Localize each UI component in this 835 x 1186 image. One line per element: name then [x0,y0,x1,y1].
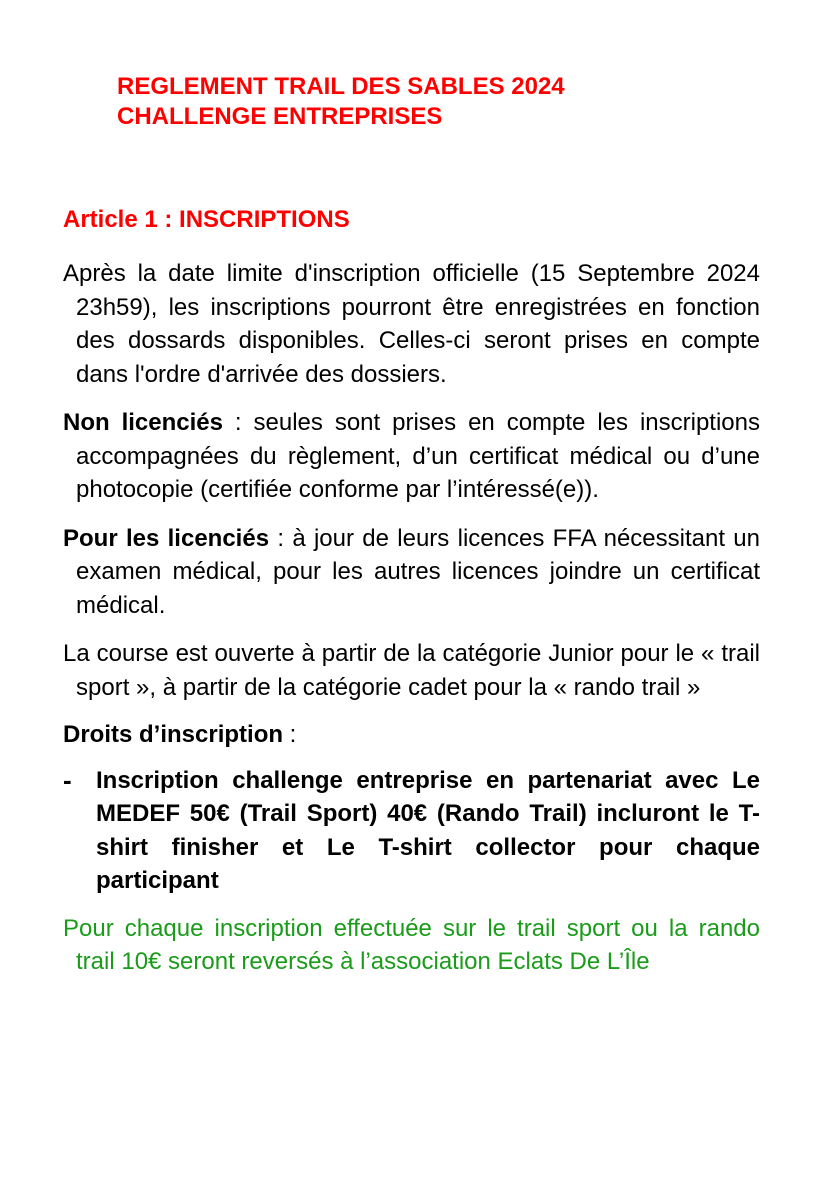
intro-paragraph: Après la date limite d'inscription officielle (15 Septembre 2024 23h59), les inscriptions pourront être enregistrées en fonction des dossards disponibles. Celles-ci seront prises en compte dans l'ordre d'arrivée des dossiers. [63,260,760,388]
donation-paragraph: Pour chaque inscription effectuée sur le trail sport ou la rando trail 10€ seront reversés à l’association Eclats De L’Île [63,914,760,975]
bullet-dash: - [63,764,72,795]
document-title [117,72,565,132]
title-line-2: CHALLENGE ENTREPRISES [117,103,443,130]
article-content [63,203,760,994]
non-licencies-text: : seules sont prises en compte les inscriptions accompagnées du règlement, d’un certificat médical ou d’une photocopie (certifiée conforme par l’intéressé(e)). [76,409,760,503]
non-licencies-label: Non licenciés [63,409,223,436]
droits-suffix: : [283,721,297,748]
droits-label: Droits d’inscription [63,721,284,748]
licencies-text: : à jour de leurs licences FFA nécessitant un examen médical, pour les autres licences joindre un certificat médical. [76,524,760,619]
droits-heading [63,718,760,752]
bullet-text: Inscription challenge entreprise en partenariat avec Le MEDEF 50€ (Trail Sport) 40€ (Rando Trail) incluront le T-shirt finisher et Le T-shirt collector pour chaque participant [96,766,760,894]
title-line-1: REGLEMENT TRAIL DES SABLES 2024 [117,73,565,100]
non-licencies-paragraph [63,406,760,507]
licencies-paragraph [63,522,760,623]
licencies-label: Pour les licenciés [63,524,270,552]
categories-paragraph: La course est ouverte à partir de la catégorie Junior pour le « trail sport », à partir de la catégorie cadet pour la « rando trail » [63,640,760,701]
bullet-item [63,764,760,898]
article-heading: Article 1 : INSCRIPTIONS [63,206,350,233]
